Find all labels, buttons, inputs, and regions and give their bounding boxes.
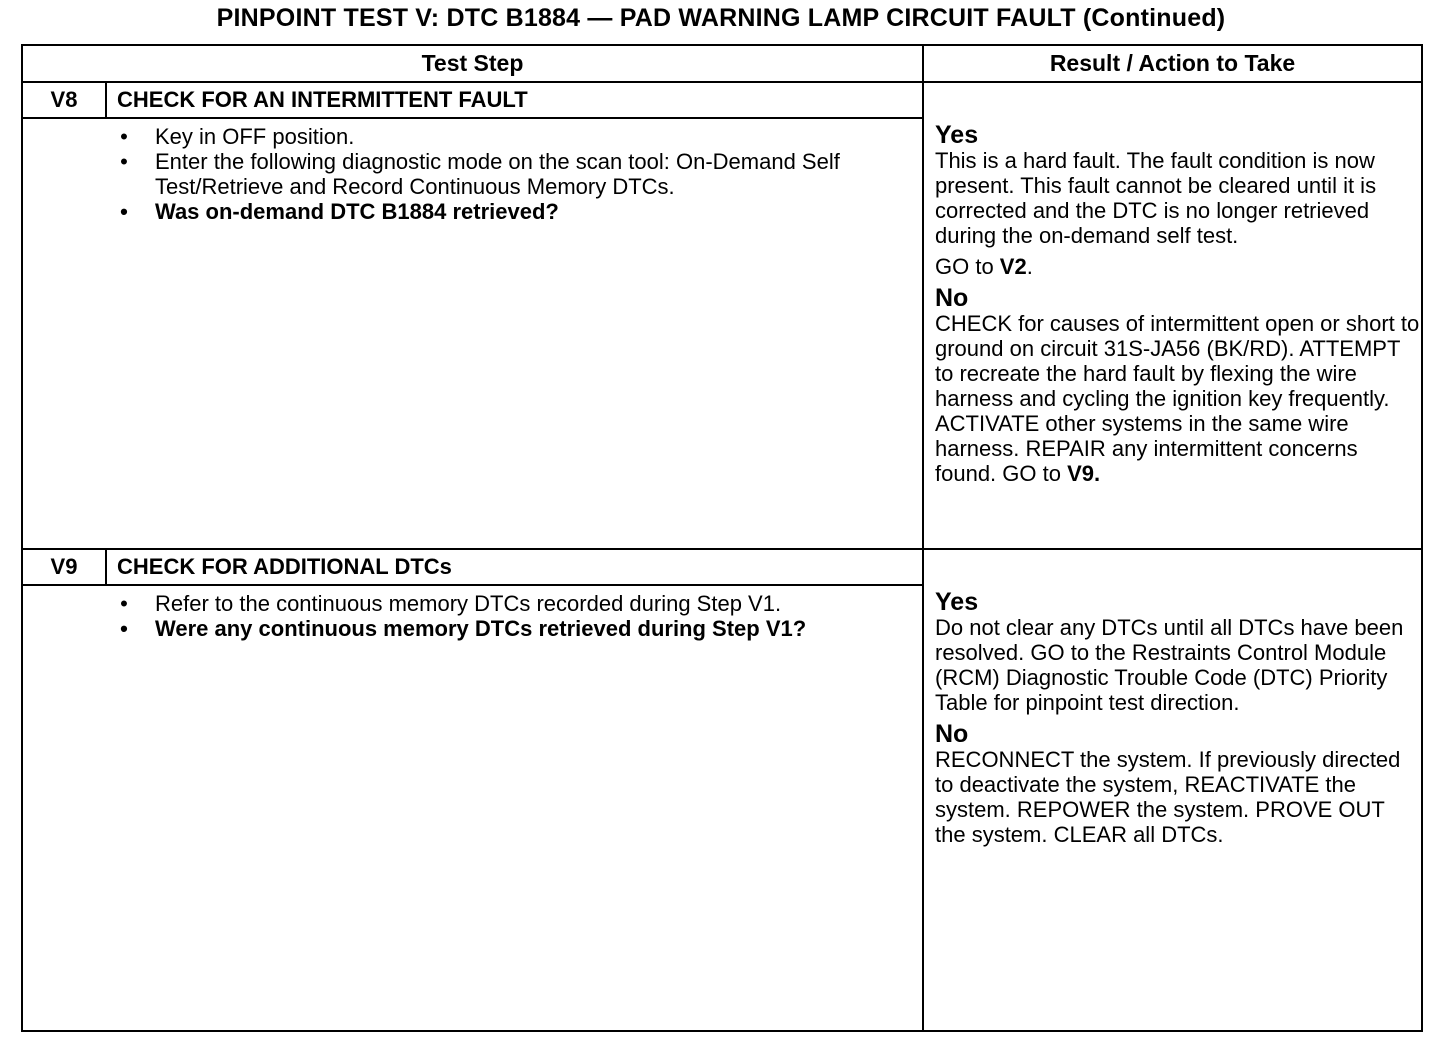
no-action: RECONNECT the system. If previously directed to deactivate the system, REACTIVATE the system. REPOWER the system. PROVE OUT the system. CLEAR all DTCs. (935, 747, 1401, 847)
list-item: • Were any continuous memory DTCs retrieved during Step V1? (120, 616, 807, 641)
yes-label: Yes (935, 121, 979, 149)
step-result (935, 589, 1421, 847)
column-header-test-step: Test Step (421, 50, 524, 76)
list-item: • Refer to the continuous memory DTCs recorded during Step V1. (120, 591, 782, 616)
step-id: V9 (50, 554, 78, 579)
no-label: No (935, 284, 969, 312)
step-id-divider (105, 82, 107, 117)
page-title: PINPOINT TEST V: DTC B1884 — PAD WARNING LAMP CIRCUIT FAULT (Continued) (216, 4, 1226, 32)
no-action: CHECK for causes of intermittent open or short to ground on circuit 31S-JA56 (BK/RD). ATTEMPT to recreate the hard fault by flexing the wire harness and cycling the ignition key frequently. ACTIVATE other systems in the same wire harness. REPAIR any intermittent concerns found. GO to V9. (935, 311, 1420, 486)
step-title: CHECK FOR ADDITIONAL DTCs (117, 554, 452, 579)
step-result (935, 122, 1421, 486)
yes-action: This is a hard fault. The fault condition is now present. This fault cannot be cleared until it is corrected and the DTC is no longer retrieved during the on-demand self test. (935, 148, 1377, 248)
column-divider (922, 46, 924, 1030)
step-id: V8 (50, 87, 78, 112)
list-item: • Was on-demand DTC B1884 retrieved? (120, 199, 559, 224)
yes-action: Do not clear any DTCs until all DTCs have been resolved. GO to the Restraints Control Module (RCM) Diagnostic Trouble Code (DTC) Priority Table for pinpoint test direction. (935, 615, 1404, 715)
step-instructions (117, 591, 917, 641)
yes-label: Yes (935, 588, 979, 616)
pinpoint-test-table (21, 44, 1423, 1032)
list-item: • Key in OFF position. (120, 124, 355, 149)
list-item: • Enter the following diagnostic mode on the scan tool: On-Demand Self Test/Retrieve and Record Continuous Memory DTCs. (120, 149, 840, 199)
step-title: CHECK FOR AN INTERMITTENT FAULT (117, 87, 528, 112)
column-header-result: Result / Action to Take (1049, 50, 1296, 76)
yes-goto: GO to V2. (935, 254, 1033, 279)
step-title-divider (23, 584, 923, 586)
step-id-divider (105, 549, 107, 584)
no-label: No (935, 720, 969, 748)
step-title-divider (23, 117, 923, 119)
step-instructions (117, 124, 917, 224)
